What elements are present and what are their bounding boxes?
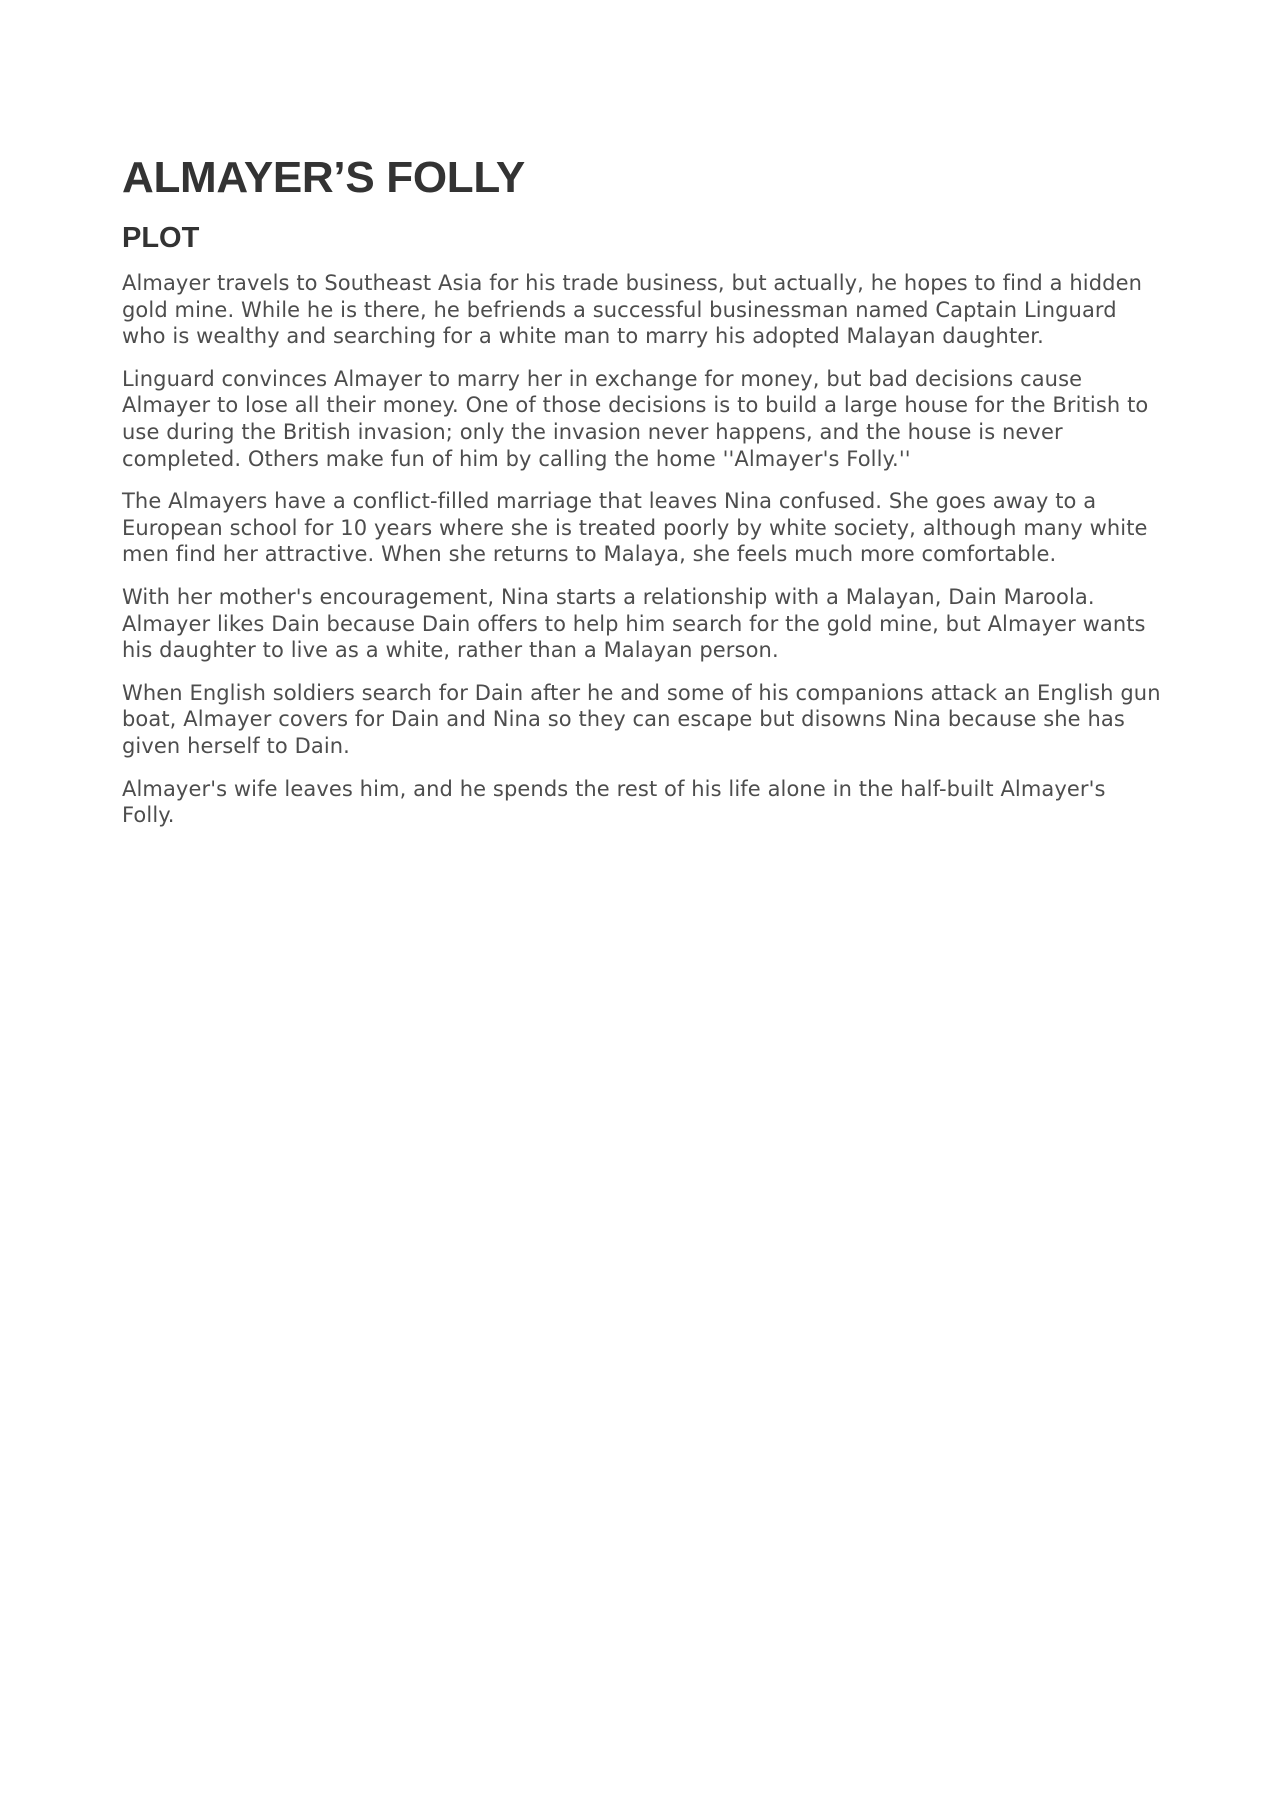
plot-paragraph-2: Linguard convinces Almayer to marry her in exchange for money, but bad decisions cause Almayer to lose all their money. One of those decisions is to build a large house for the British to use during the British invasion; only the invasion never happens, and the house is never completed. Others make fun of him by calling the home ''Almayer's Folly.'' bbox=[122, 366, 1149, 471]
plot-paragraph-1: Almayer travels to Southeast Asia for his trade business, but actually, he hopes to find a hidden gold mine. While he is there, he befriends a successful businessman named Captain Linguard who is wealthy and searching for a white man to marry his adopted Malayan daughter. bbox=[122, 271, 1143, 349]
document-title: ALMAYER’S FOLLY bbox=[122, 153, 525, 202]
plot-paragraph-3: The Almayers have a conflict-filled marriage that leaves Nina confused. She goes away to a European school for 10 years where she is treated poorly by white society, although many white men find her attractive. When she returns to Malaya, she feels much more comfortable. bbox=[122, 489, 1148, 567]
plot-paragraph-4: With her mother's encouragement, Nina starts a relationship with a Malayan, Dain Maroola. Almayer likes Dain because Dain offers to help him search for the gold mine, but Almayer wants his daughter to live as a white, rather than a Malayan person. bbox=[122, 584, 1146, 663]
plot-paragraph-5: When English soldiers search for Dain after he and some of his companions attack an English gun boat, Almayer covers for Dain and Nina so they can escape but disowns Nina because she has given herself to Dain. bbox=[122, 680, 1161, 758]
document-page bbox=[122, 150, 1162, 845]
plot-paragraph-6: Almayer's wife leaves him, and he spends the rest of his life alone in the half-built Almayer's Folly. bbox=[122, 776, 1106, 828]
section-heading-plot: PLOT bbox=[122, 222, 200, 254]
